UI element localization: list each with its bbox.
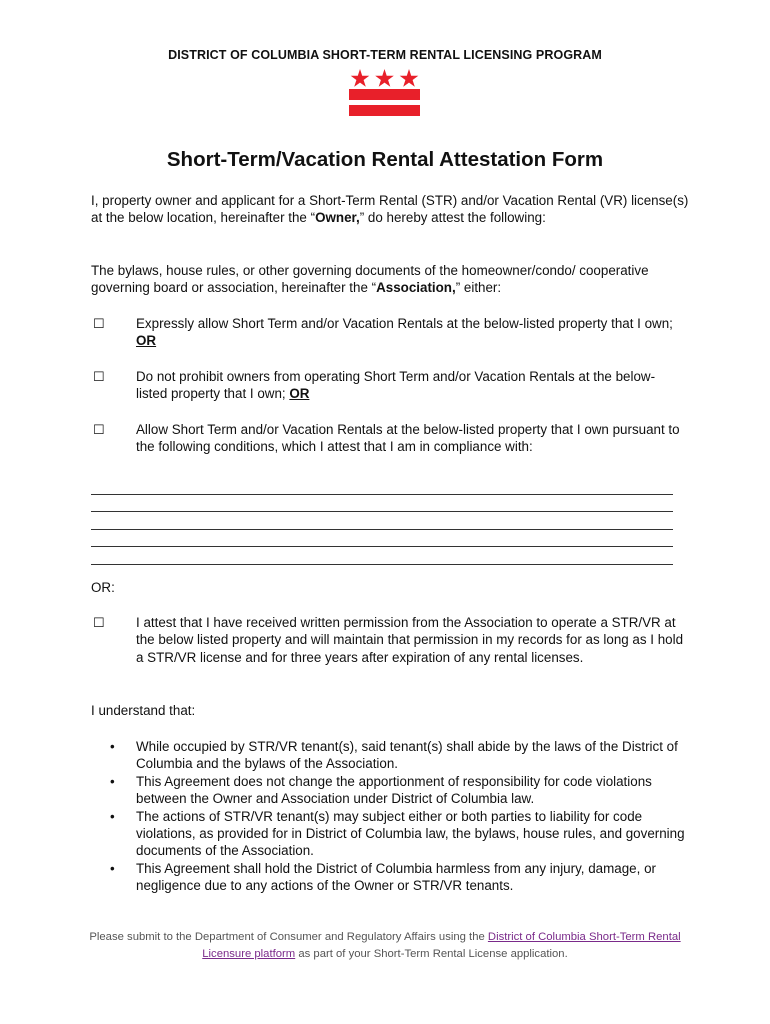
fill-line[interactable] xyxy=(91,477,673,495)
understanding-list xyxy=(108,738,688,895)
intro-paragraph: I, property owner and applicant for a Short-Term Rental (STR) and/or Vacation Rental (VR) license(s) at the below location, hereinafter the “Owner,” do hereby attest the following: xyxy=(91,193,689,226)
program-header: DISTRICT OF COLUMBIA SHORT-TERM RENTAL LICENSING PROGRAM xyxy=(168,48,602,62)
association-term: Association, xyxy=(376,280,456,296)
form-title: Short-Term/Vacation Rental Attestation Form xyxy=(166,148,604,171)
option-checkbox-2[interactable]: ☐ xyxy=(93,369,105,384)
option-text-2: Do not prohibit owners from operating Short Term and/or Vacation Rentals at the below-listed property that I own; OR xyxy=(136,369,656,402)
fill-line[interactable] xyxy=(91,512,673,530)
flag-bar xyxy=(349,105,420,116)
flag-star xyxy=(400,69,419,87)
option-checkbox-3[interactable]: ☐ xyxy=(93,422,105,437)
fill-line[interactable] xyxy=(91,547,673,565)
understand-label: I understand that: xyxy=(91,703,196,718)
owner-term: Owner, xyxy=(315,210,360,226)
list-item: • While occupied by STR/VR tenant(s), said tenant(s) shall abide by the laws of the District of Columbia and the bylaws of the Association. xyxy=(110,739,678,772)
flag-star xyxy=(351,69,370,87)
or-label: OR: xyxy=(91,580,115,595)
list-item: • The actions of STR/VR tenant(s) may subject either or both parties to liability for code violations, as provided for in District of Columbia law, the bylaws, house rules, and governing documents of the Association. xyxy=(110,808,685,859)
option-text-1: Expressly allow Short Term and/or Vacation Rentals at the below-listed property that I own; OR xyxy=(136,316,673,349)
permission-text: I attest that I have received written permission from the Association to operate a STR/VR at the below listed property and will maintain that permission in my records for as long as I hold a STR/VR license and for three years after expiration of any rental licenses. xyxy=(136,615,684,665)
dc-flag-logo xyxy=(349,69,420,117)
option-text-3: Allow Short Term and/or Vacation Rentals at the below-listed property that I own pursuant to the following conditions, which I attest that I am in compliance with: xyxy=(136,422,680,455)
option-checkbox-1[interactable]: ☐ xyxy=(93,316,105,331)
list-item: • This Agreement shall hold the District of Columbia harmless from any injury, damage, or negligence due to any actions of the Owner or STR/VR tenants. xyxy=(110,860,656,894)
licensure-platform-link[interactable]: District of Columbia Short-Term Rental Licensure platform xyxy=(202,931,681,960)
list-item: • This Agreement does not change the apportionment of responsibility for code violations between the Owner and Association under District of Columbia law. xyxy=(110,773,652,807)
fill-line[interactable] xyxy=(91,495,673,513)
submission-note: Please submit to the Department of Consumer and Regulatory Affairs using the District of Columbia Short-Term Rental Licensure platform as part of your Short-Term Rental License application. xyxy=(89,931,681,960)
flag-bar xyxy=(349,89,420,100)
flag-star xyxy=(375,69,394,87)
permission-checkbox[interactable]: ☐ xyxy=(93,615,105,630)
bylaws-paragraph: The bylaws, house rules, or other governing documents of the homeowner/condo/ cooperative governing board or association, hereinafter the “Association,” either: xyxy=(91,263,649,296)
fill-line[interactable] xyxy=(91,530,673,548)
conditions-fill-lines[interactable] xyxy=(91,477,673,565)
